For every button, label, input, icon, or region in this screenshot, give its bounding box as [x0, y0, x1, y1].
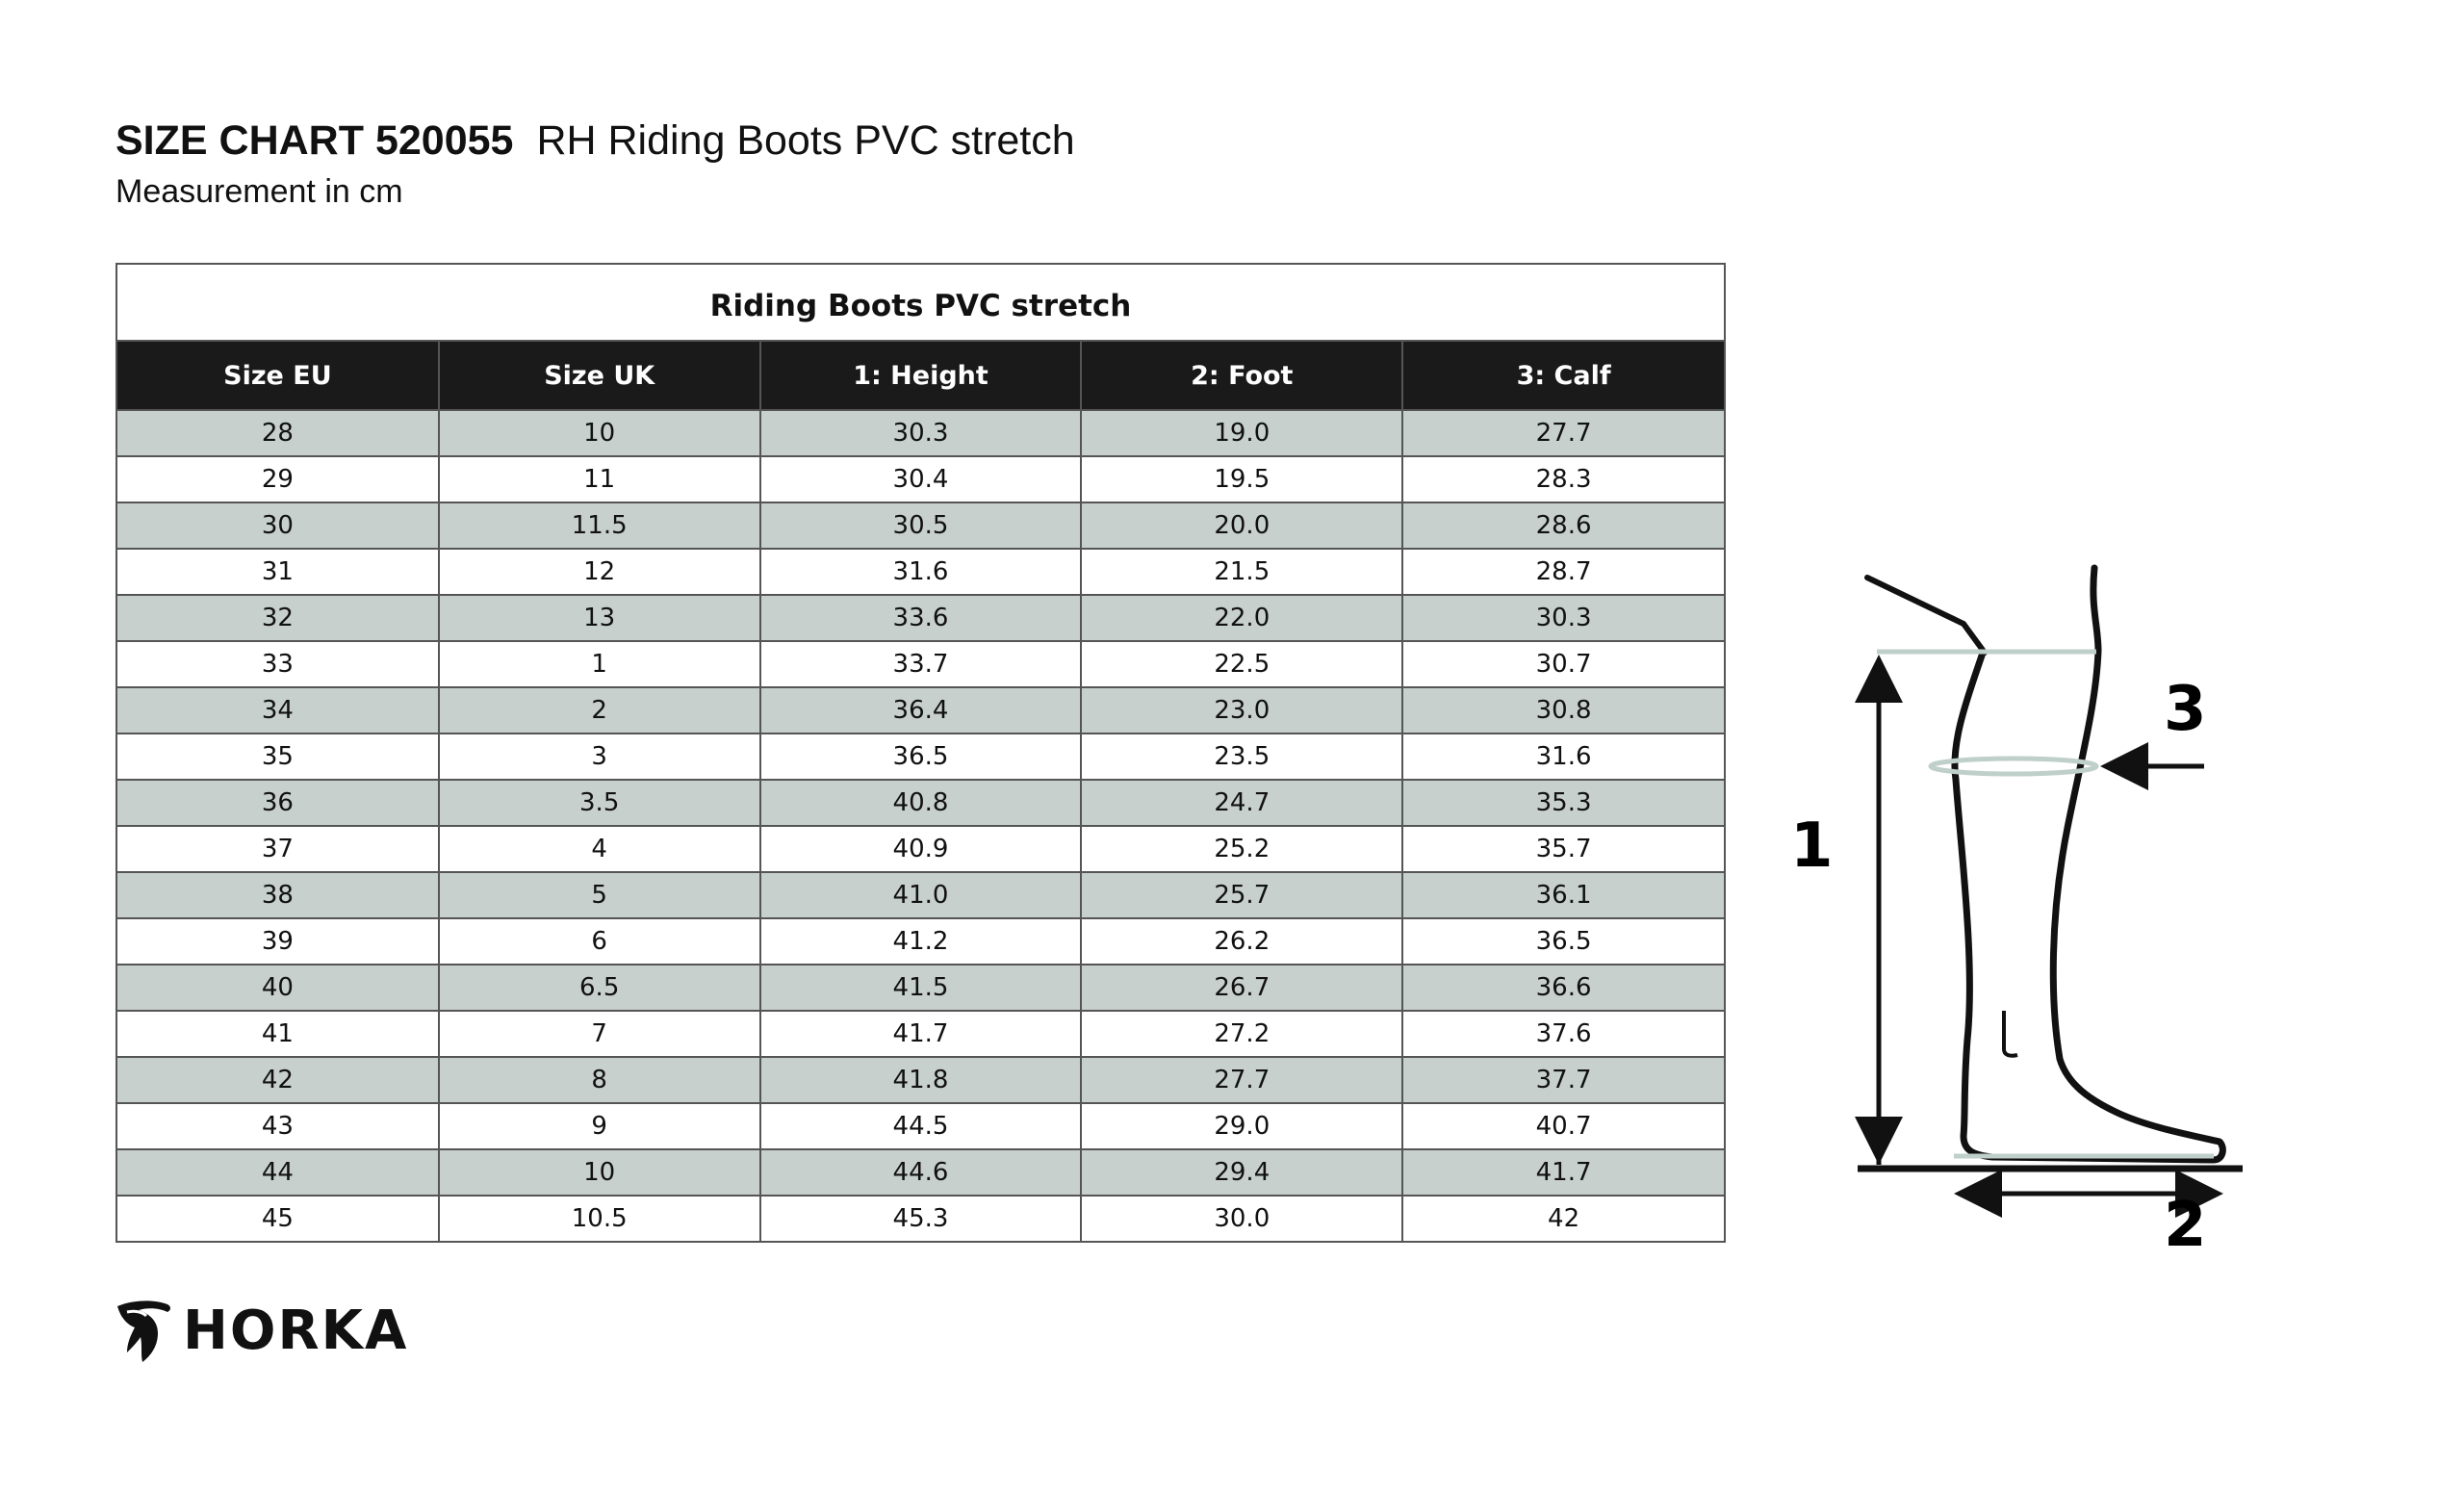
table-row	[117, 1011, 1724, 1057]
table-cell: 3	[439, 734, 760, 780]
table-cell: 32	[117, 595, 439, 641]
table-caption: Riding Boots PVC stretch	[117, 265, 1724, 342]
table-row	[117, 502, 1724, 549]
table-cell: 40.8	[760, 780, 1082, 826]
knee-outline	[1867, 578, 1985, 653]
table-cell: 6.5	[439, 965, 760, 1011]
size-table	[117, 342, 1724, 1241]
table-cell: 19.5	[1081, 456, 1402, 502]
table-cell: 27.2	[1081, 1011, 1402, 1057]
table-cell: 12	[439, 549, 760, 595]
column-header: 2: Foot	[1081, 342, 1402, 410]
table-cell: 10	[439, 1149, 760, 1196]
table-row	[117, 641, 1724, 687]
column-header: Size UK	[439, 342, 760, 410]
horka-logo	[114, 1298, 408, 1365]
table-cell: 35.7	[1402, 826, 1724, 872]
title-product-name: RH Riding Boots PVC stretch	[536, 117, 1075, 164]
table-cell: 20.0	[1081, 502, 1402, 549]
table-row	[117, 780, 1724, 826]
column-header: 3: Calf	[1402, 342, 1724, 410]
table-cell: 36.5	[760, 734, 1082, 780]
table-cell: 30.7	[1402, 641, 1724, 687]
table-cell: 26.7	[1081, 965, 1402, 1011]
table-cell: 35.3	[1402, 780, 1724, 826]
table-cell: 44.6	[760, 1149, 1082, 1196]
table-cell: 31.6	[1402, 734, 1724, 780]
table-cell: 30.5	[760, 502, 1082, 549]
table-row	[117, 687, 1724, 734]
table-cell: 28	[117, 410, 439, 456]
table-cell: 40.9	[760, 826, 1082, 872]
table-cell: 5	[439, 872, 760, 918]
table-cell: 42	[117, 1057, 439, 1103]
measurement-note: Measurement in cm	[116, 173, 403, 210]
table-cell: 36.5	[1402, 918, 1724, 965]
boot-detail	[2004, 1011, 2017, 1056]
page-header	[116, 114, 1075, 214]
table-cell: 4	[439, 826, 760, 872]
table-cell: 6	[439, 918, 760, 965]
table-cell: 30.3	[1402, 595, 1724, 641]
table-cell: 35	[117, 734, 439, 780]
table-cell: 7	[439, 1011, 760, 1057]
table-cell: 8	[439, 1057, 760, 1103]
size-chart-table	[116, 263, 1726, 1243]
column-header: Size EU	[117, 342, 439, 410]
table-cell: 2	[439, 687, 760, 734]
table-cell: 3.5	[439, 780, 760, 826]
table-cell: 27.7	[1081, 1057, 1402, 1103]
table-cell: 11.5	[439, 502, 760, 549]
table-cell: 41.0	[760, 872, 1082, 918]
table-cell: 29	[117, 456, 439, 502]
table-cell: 34	[117, 687, 439, 734]
table-row	[117, 1103, 1724, 1149]
table-cell: 28.7	[1402, 549, 1724, 595]
table-cell: 40.7	[1402, 1103, 1724, 1149]
table-cell: 30.0	[1081, 1196, 1402, 1241]
table-cell: 10	[439, 410, 760, 456]
table-cell: 45	[117, 1196, 439, 1241]
table-cell: 28.6	[1402, 502, 1724, 549]
table-cell: 24.7	[1081, 780, 1402, 826]
table-row	[117, 1149, 1724, 1196]
table-cell: 41.8	[760, 1057, 1082, 1103]
label-calf-number: 3	[2164, 674, 2207, 745]
table-cell: 36	[117, 780, 439, 826]
table-cell: 41.5	[760, 965, 1082, 1011]
table-cell: 1	[439, 641, 760, 687]
table-cell: 29.4	[1081, 1149, 1402, 1196]
table-cell: 30.8	[1402, 687, 1724, 734]
boot-measurement-diagram	[1761, 539, 2300, 1271]
table-cell: 41.2	[760, 918, 1082, 965]
page-title	[116, 114, 1075, 167]
table-cell: 37	[117, 826, 439, 872]
table-row	[117, 872, 1724, 918]
table-row	[117, 595, 1724, 641]
table-cell: 13	[439, 595, 760, 641]
table-cell: 26.2	[1081, 918, 1402, 965]
table-cell: 30	[117, 502, 439, 549]
table-row	[117, 1196, 1724, 1241]
table-row	[117, 549, 1724, 595]
table-cell: 10.5	[439, 1196, 760, 1241]
table-cell: 27.7	[1402, 410, 1724, 456]
table-cell: 19.0	[1081, 410, 1402, 456]
table-cell: 40	[117, 965, 439, 1011]
table-cell: 25.7	[1081, 872, 1402, 918]
table-cell: 33	[117, 641, 439, 687]
table-body	[117, 410, 1724, 1241]
table-cell: 33.7	[760, 641, 1082, 687]
table-cell: 43	[117, 1103, 439, 1149]
table-header-row	[117, 342, 1724, 410]
table-row	[117, 410, 1724, 456]
boot-outline	[1955, 568, 2222, 1160]
table-cell: 41	[117, 1011, 439, 1057]
table-cell: 28.3	[1402, 456, 1724, 502]
table-cell: 22.5	[1081, 641, 1402, 687]
logo-wordmark: HORKA	[183, 1300, 409, 1362]
table-row	[117, 918, 1724, 965]
table-cell: 23.0	[1081, 687, 1402, 734]
table-row	[117, 734, 1724, 780]
table-cell: 33.6	[760, 595, 1082, 641]
table-cell: 44	[117, 1149, 439, 1196]
table-cell: 29.0	[1081, 1103, 1402, 1149]
table-cell: 31.6	[760, 549, 1082, 595]
label-foot-number: 2	[2164, 1190, 2207, 1261]
table-cell: 31	[117, 549, 439, 595]
table-cell: 45.3	[760, 1196, 1082, 1241]
table-cell: 9	[439, 1103, 760, 1149]
table-cell: 44.5	[760, 1103, 1082, 1149]
title-product-code: SIZE CHART 520055	[116, 117, 514, 164]
label-height-number: 1	[1790, 811, 1834, 882]
table-cell: 36.4	[760, 687, 1082, 734]
table-cell: 37.6	[1402, 1011, 1724, 1057]
table-cell: 38	[117, 872, 439, 918]
boot-diagram-svg	[1761, 539, 2300, 1271]
table-cell: 41.7	[1402, 1149, 1724, 1196]
table-cell: 23.5	[1081, 734, 1402, 780]
table-row	[117, 826, 1724, 872]
column-header: 1: Height	[760, 342, 1082, 410]
table-cell: 25.2	[1081, 826, 1402, 872]
table-cell: 22.0	[1081, 595, 1402, 641]
table-cell: 42	[1402, 1196, 1724, 1241]
table-row	[117, 1057, 1724, 1103]
table-cell: 36.6	[1402, 965, 1724, 1011]
table-row	[117, 965, 1724, 1011]
table-cell: 30.4	[760, 456, 1082, 502]
table-cell: 21.5	[1081, 549, 1402, 595]
table-row	[117, 456, 1724, 502]
table-cell: 11	[439, 456, 760, 502]
table-cell: 41.7	[760, 1011, 1082, 1057]
table-cell: 39	[117, 918, 439, 965]
table-cell: 30.3	[760, 410, 1082, 456]
horse-head-logo-icon	[114, 1299, 173, 1364]
table-cell: 37.7	[1402, 1057, 1724, 1103]
table-cell: 36.1	[1402, 872, 1724, 918]
